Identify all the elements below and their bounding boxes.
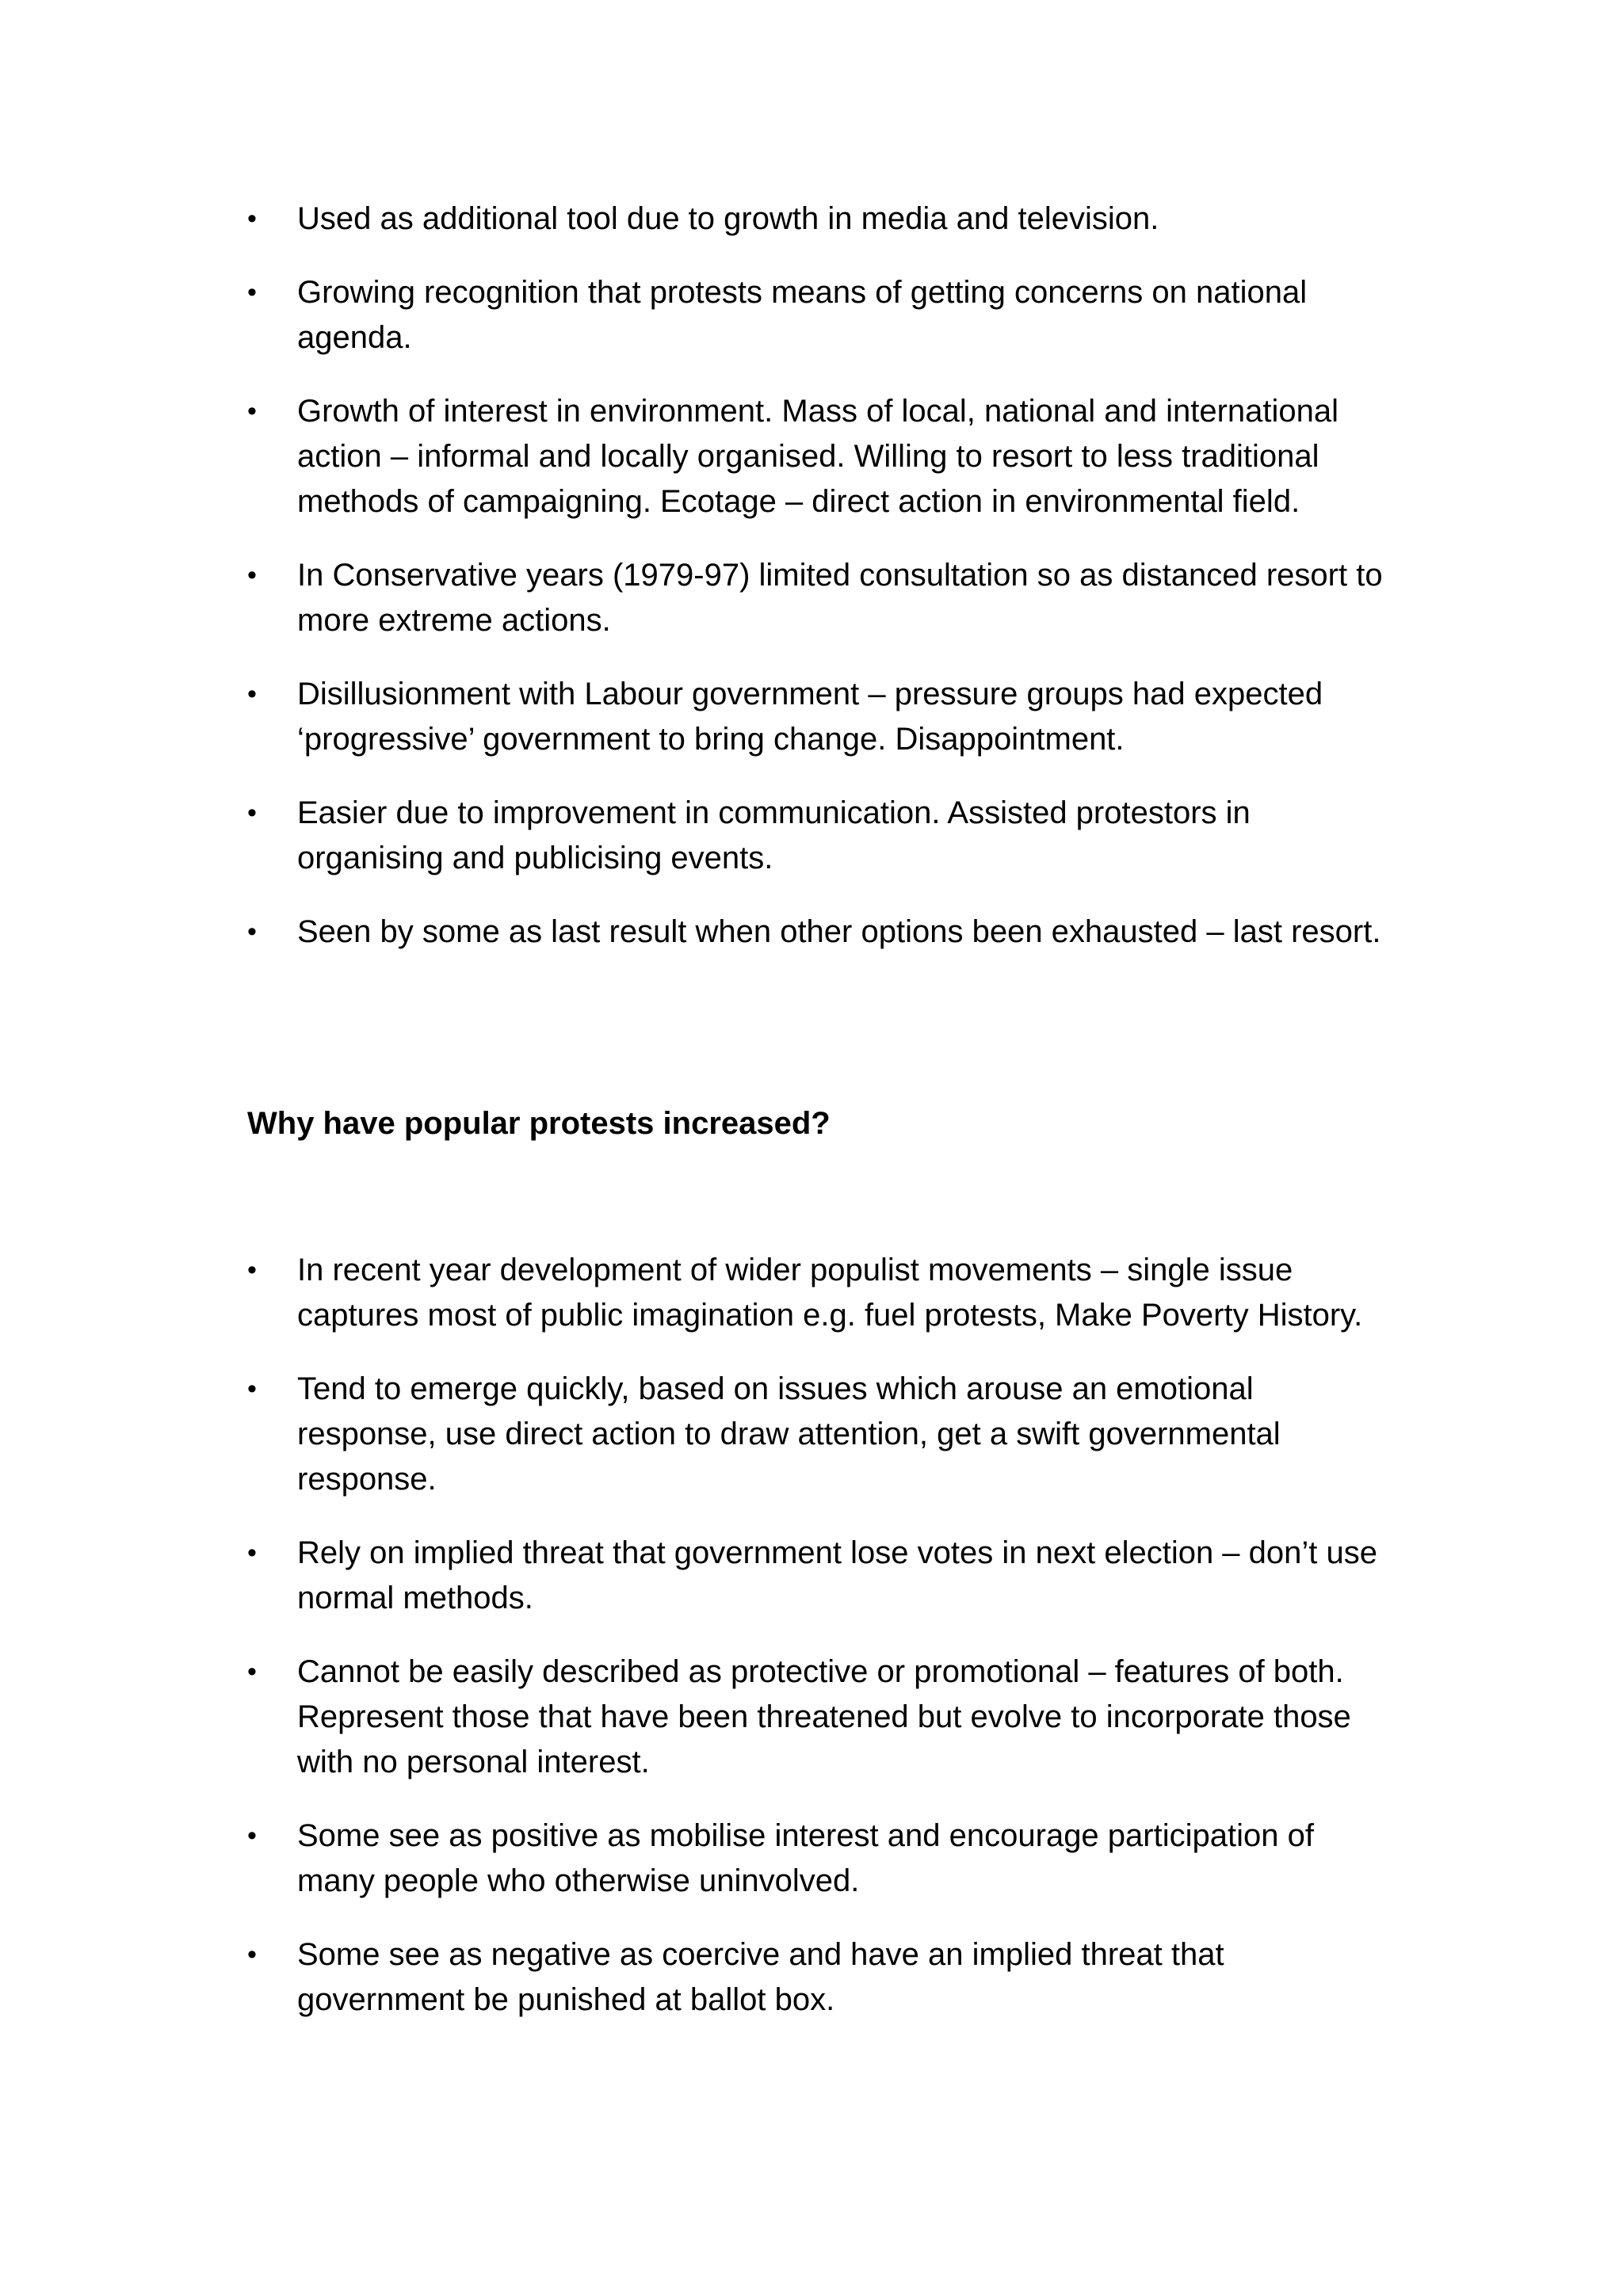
list-item-text: Some see as positive as mobilise interest and encourage participation of many people who otherwise uninvolved.	[297, 1818, 1314, 1898]
list-item	[247, 1248, 1388, 1338]
list-item-text: Rely on implied threat that government lose votes in next election – don’t use normal methods.	[297, 1535, 1378, 1615]
section-heading: Why have popular protests increased?	[247, 1106, 831, 1141]
bullet-icon: •	[247, 204, 257, 234]
bullet-list-reasons	[247, 196, 1388, 983]
list-item-text: Used as additional tool due to growth in media and television.	[297, 201, 1159, 236]
bullet-icon: •	[247, 560, 257, 590]
bullet-icon: •	[247, 1657, 257, 1687]
list-item-text: Seen by some as last result when other options been exhausted – last resort.	[297, 914, 1381, 949]
list-item-text: Growth of interest in environment. Mass of local, national and international action – informal and locally organised. Willing to resort to less traditional methods of campaigning. Ecotage – direct action in environmental field.	[297, 394, 1339, 519]
list-item	[247, 196, 1388, 242]
bullet-icon: •	[247, 1538, 257, 1568]
list-item	[247, 389, 1388, 524]
list-item-text: In Conservative years (1979-97) limited consultation so as distanced resort to more extreme actions.	[297, 558, 1383, 638]
list-item	[247, 1814, 1388, 1904]
bullet-list-popular-protests	[247, 1248, 1388, 2051]
list-item-text: Cannot be easily described as protective or promotional – features of both. Represent those that have been threatened but evolve to incorporate those with no personal interest.	[297, 1654, 1351, 1779]
list-item	[247, 270, 1388, 360]
list-item-text: Tend to emerge quickly, based on issues which arouse an emotional response, use direct action to draw attention, get a swift governmental response.	[297, 1371, 1281, 1497]
bullet-icon: •	[247, 1255, 257, 1285]
list-item	[247, 553, 1388, 643]
list-item-text: Some see as negative as coercive and have an implied threat that government be punished at ballot box.	[297, 1937, 1224, 2017]
list-item-text: Disillusionment with Labour government – pressure groups had expected ‘progressive’ government to bring change. Disappointment.	[297, 677, 1323, 757]
list-item	[247, 1531, 1388, 1621]
list-item	[247, 1367, 1388, 1502]
bullet-icon: •	[247, 277, 257, 307]
list-item	[247, 1650, 1388, 1785]
bullet-icon: •	[247, 798, 257, 828]
list-item	[247, 1932, 1388, 2023]
list-item-text: Growing recognition that protests means of getting concerns on national agenda.	[297, 275, 1308, 355]
bullet-icon: •	[247, 679, 257, 709]
list-item-text: In recent year development of wider populist movements – single issue captures most of public imagination e.g. fuel protests, Make Poverty History.	[297, 1253, 1363, 1333]
bullet-icon: •	[247, 1939, 257, 1970]
list-item-text: Easier due to improvement in communication. Assisted protestors in organising and publicising events.	[297, 795, 1251, 875]
bullet-icon: •	[247, 917, 257, 947]
list-item	[247, 672, 1388, 762]
bullet-icon: •	[247, 1821, 257, 1851]
list-item	[247, 791, 1388, 881]
list-item	[247, 910, 1388, 955]
bullet-icon: •	[247, 396, 257, 426]
bullet-icon: •	[247, 1374, 257, 1404]
